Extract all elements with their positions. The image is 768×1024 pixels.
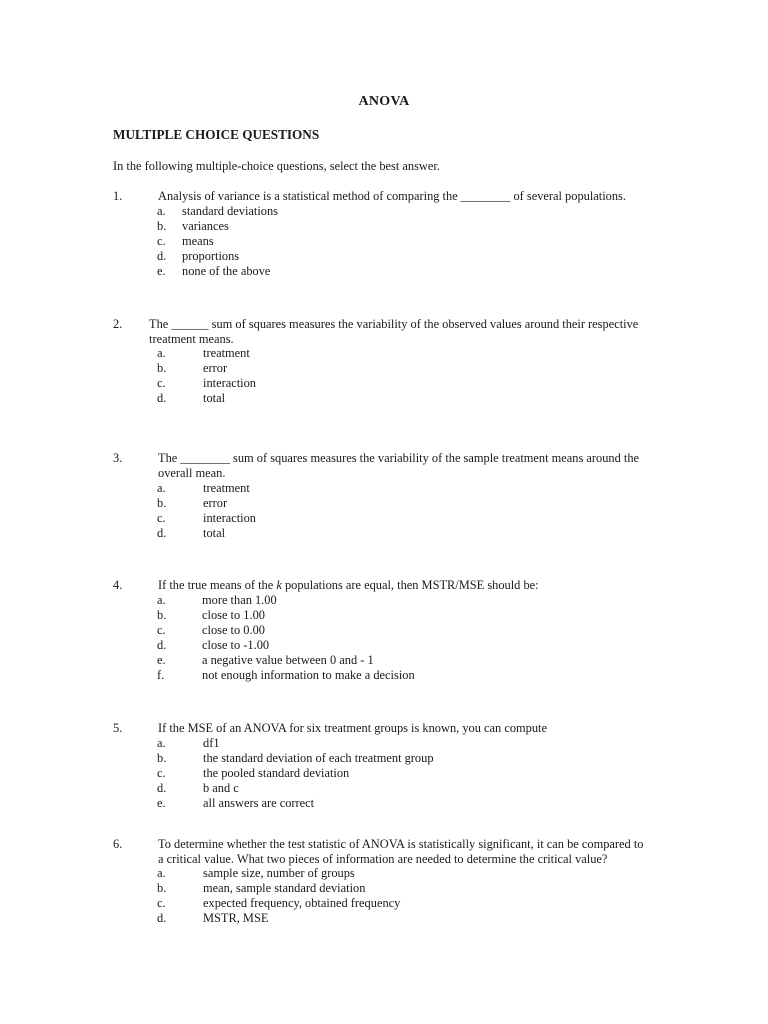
- option-text: interaction: [203, 376, 256, 390]
- answer-option: [0, 623, 768, 638]
- option-text: none of the above: [182, 264, 271, 278]
- question-stem: To determine whether the test statistic of ANOVA is statistically significant, it can be compared to: [158, 837, 644, 851]
- question-number: 5.: [113, 721, 123, 735]
- option-letter: c.: [157, 376, 166, 390]
- question-number: 2.: [113, 317, 123, 331]
- option-letter: a.: [157, 866, 166, 880]
- option-text: all answers are correct: [203, 796, 315, 810]
- option-text: expected frequency, obtained frequency: [203, 896, 401, 910]
- option-text: total: [203, 526, 226, 540]
- option-letter: c.: [157, 511, 166, 525]
- option-text: b and c: [203, 781, 239, 795]
- option-letter: d.: [157, 526, 167, 540]
- option-letter: a.: [157, 204, 166, 218]
- option-letter: b.: [157, 361, 167, 375]
- option-letter: e.: [157, 264, 166, 278]
- question-stem-continued: overall mean.: [158, 466, 226, 480]
- stem-suffix: populations are equal, then MSTR/MSE should be:: [281, 578, 539, 592]
- option-letter: b.: [157, 608, 167, 622]
- question-stem: Analysis of variance is a statistical method of comparing the ________ of several populations.: [158, 189, 626, 203]
- option-text: standard deviations: [182, 204, 279, 218]
- answer-option: [0, 593, 768, 608]
- option-letter: e.: [157, 796, 166, 810]
- option-letter: f.: [157, 668, 165, 682]
- instructions-text: In the following multiple-choice questions, select the best answer.: [113, 159, 440, 173]
- option-letter: c.: [157, 896, 166, 910]
- answer-option: [0, 481, 768, 496]
- option-letter: d.: [157, 911, 167, 925]
- question-number: 1.: [113, 189, 123, 203]
- answer-option: [0, 608, 768, 623]
- question-number: 6.: [113, 837, 123, 851]
- option-text: sample size, number of groups: [203, 866, 355, 880]
- option-text: variances: [182, 219, 229, 233]
- option-letter: d.: [157, 249, 167, 263]
- answer-option: [0, 796, 768, 811]
- option-letter: d.: [157, 391, 167, 405]
- answer-option: [0, 751, 768, 766]
- answer-option: [0, 391, 768, 406]
- option-text: close to 1.00: [202, 608, 265, 622]
- answer-option: [0, 249, 768, 264]
- question-stem: [158, 578, 539, 593]
- answer-option: [0, 866, 768, 881]
- option-letter: c.: [157, 623, 166, 637]
- section-heading: MULTIPLE CHOICE QUESTIONS: [113, 127, 320, 142]
- option-text: not enough information to make a decision: [202, 668, 415, 682]
- question-stem-continued: treatment means.: [149, 332, 234, 346]
- question-number: 3.: [113, 451, 123, 465]
- option-text: error: [203, 361, 228, 375]
- option-letter: d.: [157, 781, 167, 795]
- option-text: close to 0.00: [202, 623, 265, 637]
- option-letter: c.: [157, 234, 166, 248]
- option-text: total: [203, 391, 226, 405]
- option-text: mean, sample standard deviation: [203, 881, 366, 895]
- answer-option: [0, 668, 768, 683]
- option-letter: b.: [157, 881, 167, 895]
- answer-option: [0, 496, 768, 511]
- question-stem: If the MSE of an ANOVA for six treatment groups is known, you can compute: [158, 721, 547, 735]
- answer-option: [0, 766, 768, 781]
- question-stem: The ______ sum of squares measures the variability of the observed values around their respective: [149, 317, 639, 331]
- question-stem-continued: a critical value. What two pieces of information are needed to determine the critical value?: [158, 852, 608, 866]
- option-letter: c.: [157, 766, 166, 780]
- answer-option: [0, 511, 768, 526]
- option-letter: a.: [157, 481, 166, 495]
- option-letter: b.: [157, 751, 167, 765]
- answer-option: [0, 376, 768, 391]
- option-letter: a.: [157, 736, 166, 750]
- stem-prefix: If the true means of the: [158, 578, 277, 592]
- question-number: 4.: [113, 578, 123, 592]
- option-text: proportions: [182, 249, 240, 263]
- option-letter: b.: [157, 219, 167, 233]
- option-letter: d.: [157, 638, 167, 652]
- answer-option: [0, 219, 768, 234]
- option-text: interaction: [203, 511, 256, 525]
- option-text: a negative value between 0 and - 1: [202, 653, 374, 667]
- option-letter: b.: [157, 496, 167, 510]
- answer-option: [0, 881, 768, 896]
- document-title: ANOVA: [358, 94, 410, 109]
- answer-option: [0, 204, 768, 219]
- option-text: the pooled standard deviation: [203, 766, 350, 780]
- answer-option: [0, 234, 768, 249]
- answer-option: [0, 346, 768, 361]
- answer-option: [0, 911, 768, 926]
- option-text: more than 1.00: [202, 593, 277, 607]
- option-text: MSTR, MSE: [203, 911, 269, 925]
- option-text: treatment: [203, 481, 250, 495]
- option-text: error: [203, 496, 228, 510]
- option-text: treatment: [203, 346, 250, 360]
- option-letter: a.: [157, 346, 166, 360]
- stem-italic-k: k: [276, 578, 282, 592]
- answer-option: [0, 781, 768, 796]
- answer-option: [0, 896, 768, 911]
- answer-option: [0, 361, 768, 376]
- answer-option: [0, 736, 768, 751]
- answer-option: [0, 264, 768, 279]
- option-text: close to -1.00: [202, 638, 270, 652]
- option-text: means: [182, 234, 214, 248]
- answer-option: [0, 653, 768, 668]
- option-text: df1: [203, 736, 220, 750]
- option-letter: a.: [157, 593, 166, 607]
- option-letter: e.: [157, 653, 166, 667]
- answer-option: [0, 526, 768, 541]
- answer-option: [0, 638, 768, 653]
- question-stem: The ________ sum of squares measures the variability of the sample treatment means around the: [158, 451, 640, 465]
- option-text: the standard deviation of each treatment group: [203, 751, 434, 765]
